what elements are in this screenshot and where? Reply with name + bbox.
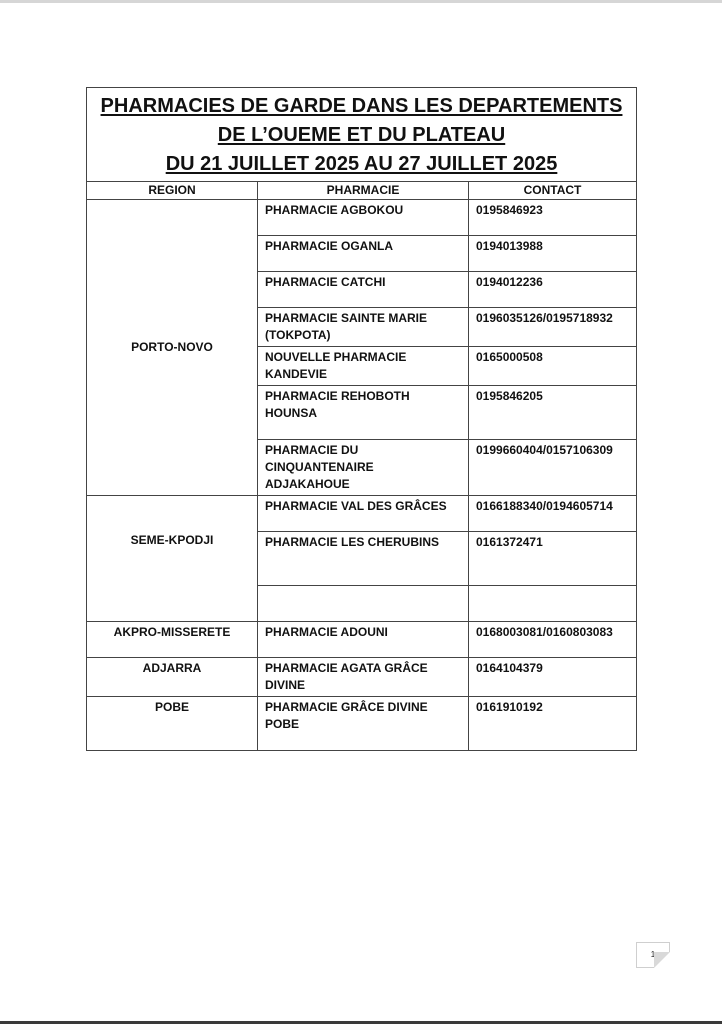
pharmacy-contact: 0194013988 <box>469 236 637 272</box>
pharmacy-name: PHARMACIE AGBOKOU <box>258 200 469 236</box>
page-number: 1 <box>650 950 656 959</box>
pharmacy-contact: 0194012236 <box>469 272 637 308</box>
pharmacy-contact: 0168003081/0160803083 <box>469 622 637 658</box>
pharmacy-contact: 0196035126/0195718932 <box>469 308 637 347</box>
region-pobe: POBE <box>87 697 258 751</box>
pharmacy-name: PHARMACIE VAL DES GRÂCES <box>258 496 469 532</box>
pharmacy-name: PHARMACIE AGATA GRÂCE DIVINE <box>258 658 469 697</box>
table-row <box>87 697 637 751</box>
top-edge <box>0 0 722 3</box>
header-pharmacie: PHARMACIE <box>258 182 469 200</box>
region-porto-novo: PORTO-NOVO <box>87 200 258 496</box>
pharmacy-contact: 0195846923 <box>469 200 637 236</box>
region-seme-kpodji-label: SEME-KPODJI <box>130 533 214 547</box>
document-title <box>87 88 637 182</box>
header-contact: CONTACT <box>469 182 637 200</box>
pharmacy-name: PHARMACIE DU CINQUANTENAIRE ADJAKAHOUE <box>258 440 469 496</box>
pharmacy-contact: 0199660404/0157106309 <box>469 440 637 496</box>
pharmacy-name: PHARMACIE SAINTE MARIE (TOKPOTA) <box>258 308 469 347</box>
title-row <box>87 88 637 182</box>
header-row <box>87 182 637 200</box>
header-region: REGION <box>87 182 258 200</box>
pharmacy-table <box>86 87 637 751</box>
table-row <box>87 200 637 236</box>
region-akpro-misserete: AKPRO-MISSERETE <box>87 622 258 658</box>
title-line-1: PHARMACIES DE GARDE DANS LES DEPARTEMENTS <box>100 95 623 117</box>
pharmacy-name: PHARMACIE REHOBOTH HOUNSA <box>258 386 469 440</box>
page-number-badge <box>636 942 670 968</box>
pharmacy-name: PHARMACIE GRÂCE DIVINE POBE <box>258 697 469 751</box>
region-adjarra: ADJARRA <box>87 658 258 697</box>
pharmacy-contact: 0195846205 <box>469 386 637 440</box>
pharmacy-name: NOUVELLE PHARMACIE KANDEVIE <box>258 347 469 386</box>
pharmacy-contact: 0166188340/0194605714 <box>469 496 637 532</box>
table-row <box>87 622 637 658</box>
pharmacy-contact: 0164104379 <box>469 658 637 697</box>
pharmacy-name: PHARMACIE OGANLA <box>258 236 469 272</box>
pharmacy-contact: 0165000508 <box>469 347 637 386</box>
pharmacy-name: PHARMACIE ADOUNI <box>258 622 469 658</box>
title-line-2: DE L’OUEME ET DU PLATEAU <box>217 124 506 146</box>
pharmacy-contact-empty <box>469 586 637 622</box>
title-line-3: DU 21 JUILLET 2025 AU 27 JUILLET 2025 <box>165 153 558 175</box>
pharmacy-contact: 0161372471 <box>469 532 637 586</box>
pharmacy-name-empty <box>258 586 469 622</box>
pharmacy-contact: 0161910192 <box>469 697 637 751</box>
pharmacy-name: PHARMACIE LES CHERUBINS <box>258 532 469 586</box>
table-row <box>87 496 637 532</box>
table-row <box>87 658 637 697</box>
region-seme-kpodji <box>87 496 258 622</box>
page-curl-icon <box>654 952 670 968</box>
pharmacy-name: PHARMACIE CATCHI <box>258 272 469 308</box>
